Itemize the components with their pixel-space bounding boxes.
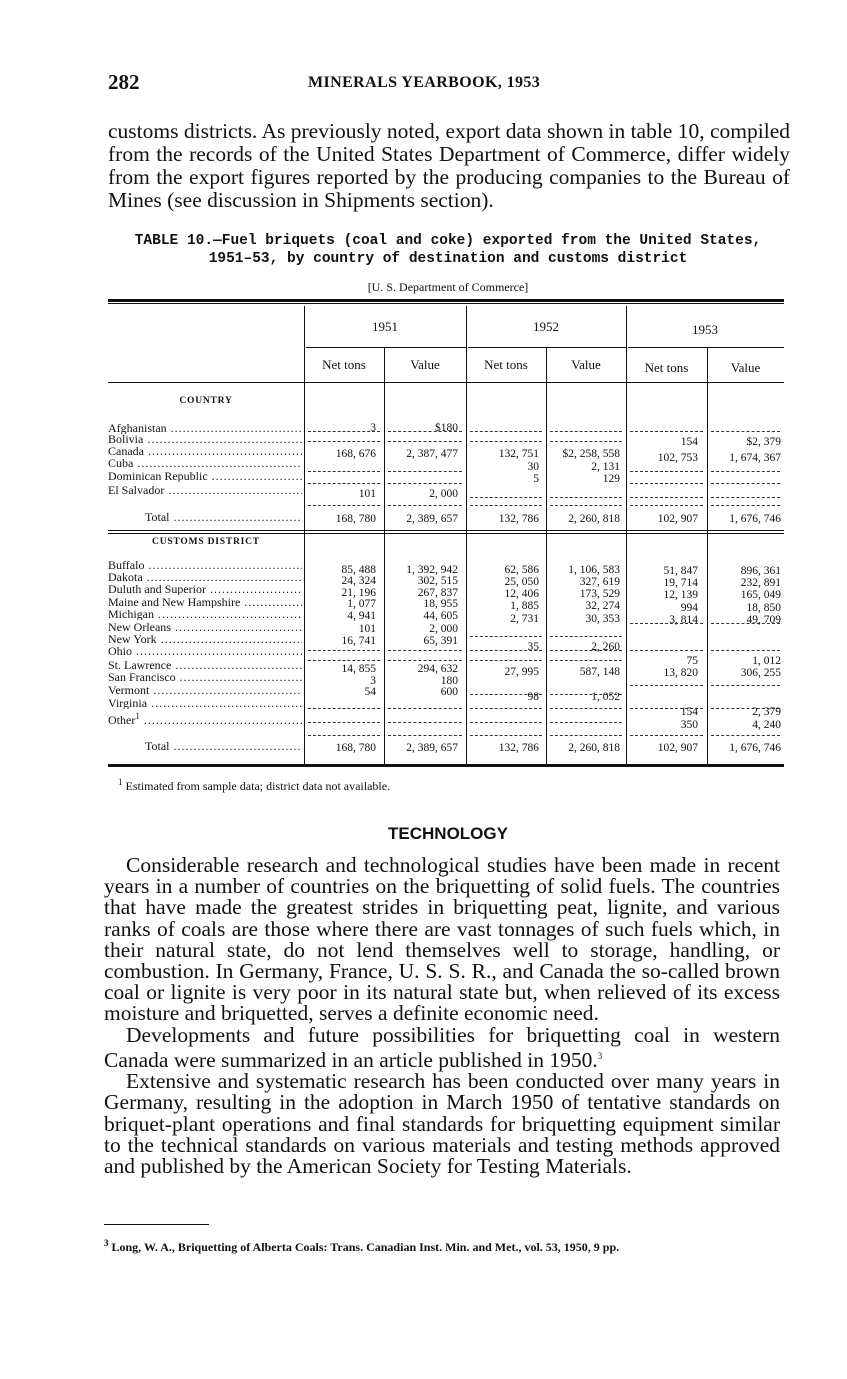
- technology-body: [104, 855, 780, 1177]
- district-cell: 4, 941: [347, 610, 376, 622]
- country-row-label: Cuba .....: [108, 458, 302, 469]
- country-cell: 101: [358, 488, 376, 500]
- table-caption-line-1: TABLE 10.—Fuel briquets (coal and coke) exported from the United States,: [134, 233, 762, 249]
- district-cell: 306, 255: [740, 667, 781, 679]
- country-cell: $180: [435, 422, 458, 434]
- district-cell: 896, 361: [740, 565, 781, 577]
- district-row-label: [108, 711, 302, 726]
- district-row-label: Dakota .....: [108, 572, 302, 583]
- district-cell: 21, 196: [341, 587, 376, 599]
- empty-cell-dash: [630, 708, 703, 709]
- empty-cell-dash: [711, 497, 780, 498]
- section-customs-district: CUSTOMS DISTRICT: [152, 537, 260, 547]
- country-row-label: Dominican Republic .....: [108, 471, 302, 482]
- subtotal-rule: [308, 735, 380, 736]
- country-total-cell: 102, 907: [657, 513, 698, 525]
- district-cell: 14, 855: [341, 663, 376, 675]
- country-cell: $2, 379: [746, 436, 781, 448]
- empty-cell-dash: [550, 636, 622, 637]
- year-header-rule: [306, 347, 466, 348]
- empty-cell-dash: [550, 708, 622, 709]
- country-cell: 102, 753: [657, 452, 698, 464]
- empty-cell-dash: [470, 722, 542, 723]
- district-cell: 294, 632: [417, 663, 458, 675]
- empty-cell-dash: [470, 650, 542, 651]
- district-row-label: Buffalo .....: [108, 560, 302, 571]
- empty-cell-dash: [630, 431, 703, 432]
- technology-paragraph-3: Extensive and systematic research has been conducted over many years in Germany, resulting in the adoption in March 1950 of tentative standards on briquet-plant operations and final standards for briquetting equipment similar to the technical standards on various materials and testing methods approved and published by the American Society for Testing Materials.: [104, 1069, 780, 1178]
- table-top-rule: [108, 299, 784, 302]
- district-cell: 101: [358, 623, 376, 635]
- section-country: COUNTRY: [179, 396, 233, 406]
- subtotal-rule: [711, 735, 780, 736]
- subtotal-rule: [550, 505, 622, 506]
- technology-footnote: [104, 1238, 784, 1255]
- district-cell: 327, 619: [579, 576, 620, 588]
- column-header-5: Value: [730, 360, 761, 375]
- district-cell: 30, 353: [585, 613, 620, 625]
- district-total-cell: 1, 676, 746: [729, 742, 781, 754]
- empty-cell-dash: [550, 694, 622, 695]
- country-cell: 2, 387, 477: [406, 448, 458, 460]
- empty-cell-dash: [711, 623, 780, 624]
- empty-cell-dash: [308, 722, 380, 723]
- country-total-cell: 132, 786: [498, 513, 539, 525]
- empty-cell-dash: [308, 708, 380, 709]
- district-cell: 2, 260: [591, 641, 620, 653]
- district-cell: 18, 955: [423, 598, 458, 610]
- empty-cell-dash: [388, 441, 462, 442]
- empty-cell-dash: [388, 471, 462, 472]
- district-total-cell: 2, 260, 818: [568, 742, 620, 754]
- technology-footnote-text: Long, W. A., Briquetting of Alberta Coals: Trans. Canadian Inst. Min. and Met., vol. 53, 1950, 9 pp.: [111, 1240, 620, 1254]
- table-column-rule: [466, 306, 467, 764]
- technology-paragraph-2-text: Developments and future possibilities for briquetting coal in western Canada were summarized in an article published in 1950.: [104, 1022, 780, 1072]
- district-total-cell: 132, 786: [498, 742, 539, 754]
- footnote-mark: 1: [135, 711, 140, 721]
- country-cell: 154: [680, 436, 698, 448]
- empty-cell-dash: [308, 441, 380, 442]
- table-column-rule: [546, 348, 547, 764]
- table-column-rule: [304, 306, 305, 764]
- district-total-cell: 102, 907: [657, 742, 698, 754]
- empty-cell-dash: [711, 471, 780, 472]
- empty-cell-dash: [550, 722, 622, 723]
- country-cell: 3: [370, 422, 376, 434]
- empty-cell-dash: [470, 497, 542, 498]
- district-cell: 19, 714: [663, 577, 698, 589]
- country-cell: 30: [527, 461, 539, 473]
- district-cell: 3, 814: [669, 614, 698, 626]
- district-cell: 1, 012: [752, 655, 781, 667]
- country-row-label: Afghanistan .....: [108, 423, 302, 434]
- district-cell: 302, 515: [417, 575, 458, 587]
- district-row-label: Michigan .....: [108, 609, 302, 620]
- empty-cell-dash: [470, 660, 542, 661]
- district-cell: 1, 052: [591, 691, 620, 703]
- district-row-label: Maine and New Hampshire .....: [108, 597, 302, 608]
- district-cell: 27, 995: [504, 666, 539, 678]
- country-total-cell: 2, 389, 657: [406, 513, 458, 525]
- empty-cell-dash: [550, 650, 622, 651]
- district-cell: 154: [680, 706, 698, 718]
- column-header-4: Net tons: [644, 360, 689, 375]
- empty-cell-dash: [550, 431, 622, 432]
- district-row-label: New York .....: [108, 634, 302, 645]
- district-cell: 1, 077: [347, 598, 376, 610]
- district-cell: 173, 529: [579, 588, 620, 600]
- total-rule-1: [108, 530, 784, 531]
- empty-cell-dash: [630, 685, 703, 686]
- table-column-rule: [384, 348, 385, 764]
- empty-cell-dash: [630, 497, 703, 498]
- district-cell: 600: [440, 686, 458, 698]
- district-cell: 587, 148: [579, 666, 620, 678]
- subtotal-rule: [470, 505, 542, 506]
- footnote-rule: [104, 1224, 209, 1225]
- column-header-1: Value: [410, 357, 440, 372]
- country-cell: 1, 674, 367: [729, 452, 781, 464]
- column-header-0: Net tons: [322, 357, 366, 372]
- empty-cell-dash: [711, 708, 780, 709]
- district-row-label: Duluth and Superior .....: [108, 584, 302, 595]
- district-cell: 994: [680, 602, 698, 614]
- year-header-1951: 1951: [372, 319, 398, 334]
- country-total-label: Total .....: [145, 510, 302, 525]
- table-footnote-mark: 1: [118, 777, 123, 787]
- district-cell: 25, 050: [504, 576, 539, 588]
- district-cell: 1, 392, 942: [406, 564, 458, 576]
- district-row-label: St. Lawrence .....: [108, 660, 302, 671]
- district-cell: 85, 488: [341, 564, 376, 576]
- total-rule-2: [108, 533, 784, 534]
- district-cell: 232, 891: [740, 577, 781, 589]
- empty-cell-dash: [470, 694, 542, 695]
- subtotal-rule: [630, 505, 703, 506]
- district-cell: 32, 274: [585, 600, 620, 612]
- column-header-3: Value: [571, 357, 601, 372]
- empty-cell-dash: [711, 685, 780, 686]
- district-cell: 18, 850: [746, 602, 781, 614]
- country-cell: 168, 676: [335, 448, 376, 460]
- empty-cell-dash: [308, 471, 380, 472]
- table-footnote-text: Estimated from sample data; district data not available.: [125, 779, 391, 793]
- empty-cell-dash: [308, 660, 380, 661]
- table-column-rule: [707, 348, 708, 764]
- district-row-label: Virginia .....: [108, 698, 302, 709]
- technology-heading: TECHNOLOGY: [388, 824, 508, 843]
- running-title: MINERALS YEARBOOK, 1953: [308, 74, 541, 91]
- empty-cell-dash: [630, 483, 703, 484]
- district-cell: 12, 406: [504, 588, 539, 600]
- country-total-cell: 168, 780: [335, 513, 376, 525]
- district-cell: 2, 731: [510, 613, 539, 625]
- empty-cell-dash: [388, 660, 462, 661]
- empty-cell-dash: [470, 441, 542, 442]
- empty-cell-dash: [470, 636, 542, 637]
- empty-cell-dash: [470, 431, 542, 432]
- district-cell: 62, 586: [504, 564, 539, 576]
- subtotal-rule: [550, 735, 622, 736]
- table-footnote: [118, 777, 390, 794]
- empty-cell-dash: [630, 623, 703, 624]
- district-row-label: Ohio .....: [108, 646, 302, 657]
- district-cell: 65, 391: [423, 635, 458, 647]
- country-cell: 132, 751: [498, 448, 539, 460]
- empty-cell-dash: [308, 431, 380, 432]
- country-total-cell: 1, 676, 746: [729, 513, 781, 525]
- subtotal-rule: [470, 735, 542, 736]
- district-row-label-text: Other: [108, 713, 136, 726]
- page-header: [108, 70, 788, 98]
- district-cell: 165, 049: [740, 589, 781, 601]
- empty-cell-dash: [711, 483, 780, 484]
- table-source: [U. S. Department of Commerce]: [367, 280, 529, 294]
- technology-paragraph-1: Considerable research and technological studies have been made in recent years in a number of countries on the briquetting of solid fuels. The countries that have made the greatest strides in briquetting peat, lignite, and various ranks of coals are those where there are vast tonnages of such fuels which, in their natural state, do not lend themselves well to storage, handling, or combustion. In Germany, France, U. S. S. R., and Canada the so-called brown coal or lignite is very poor in its natural state but, when relieved of its excess moisture and briquetted, serves a definite economic need.: [104, 853, 780, 1026]
- technology-footnote-mark: 3: [104, 1238, 109, 1248]
- year-header-rule: [468, 347, 626, 348]
- empty-cell-dash: [550, 660, 622, 661]
- district-cell: 2, 379: [752, 706, 781, 718]
- district-cell: 35: [527, 641, 539, 653]
- district-cell: 16, 741: [341, 635, 376, 647]
- country-cell: $2, 258, 558: [562, 448, 620, 460]
- empty-cell-dash: [550, 497, 622, 498]
- empty-cell-dash: [711, 431, 780, 432]
- district-cell: 4, 240: [752, 719, 781, 731]
- country-total-cell: 2, 260, 818: [568, 513, 620, 525]
- header-bottom-rule: [108, 382, 784, 383]
- table-bottom-rule: [108, 764, 784, 767]
- empty-cell-dash: [630, 650, 703, 651]
- subtotal-rule: [630, 735, 703, 736]
- empty-cell-dash: [550, 441, 622, 442]
- empty-cell-dash: [308, 483, 380, 484]
- empty-cell-dash: [388, 483, 462, 484]
- empty-cell-dash: [711, 650, 780, 651]
- country-row-label: Canada .....: [108, 446, 302, 457]
- district-row-label: New Orleans .....: [108, 622, 302, 633]
- country-cell: 129: [602, 473, 620, 485]
- district-cell: 2, 000: [429, 623, 458, 635]
- district-row-label: Vermont .....: [108, 685, 302, 696]
- technology-paragraph-2: [104, 1022, 780, 1072]
- column-header-2: Net tons: [484, 357, 528, 372]
- empty-cell-dash: [388, 650, 462, 651]
- page-number: 282: [108, 70, 140, 94]
- country-cell: 5: [533, 473, 539, 485]
- country-row-label: El Salvador .....: [108, 485, 302, 496]
- district-cell: 1, 885: [510, 600, 539, 612]
- country-row-label: Bolivia .....: [108, 434, 302, 445]
- district-cell: 75: [686, 655, 698, 667]
- country-cell: 2, 131: [591, 461, 620, 473]
- reference-mark: 3: [597, 1050, 603, 1061]
- district-cell: 12, 139: [663, 589, 698, 601]
- empty-cell-dash: [388, 708, 462, 709]
- district-cell: 98: [527, 691, 539, 703]
- empty-cell-dash: [388, 722, 462, 723]
- district-cell: 44, 605: [423, 610, 458, 622]
- empty-cell-dash: [388, 431, 462, 432]
- subtotal-rule: [711, 505, 780, 506]
- district-cell: 13, 820: [663, 667, 698, 679]
- district-cell: 3: [370, 675, 376, 687]
- district-total-label: Total .....: [145, 739, 302, 754]
- district-cell: 350: [680, 719, 698, 731]
- subtotal-rule: [308, 505, 380, 506]
- table-top-rule-2: [108, 303, 784, 304]
- empty-cell-dash: [470, 708, 542, 709]
- district-cell: 180: [440, 675, 458, 687]
- district-cell: 54: [364, 686, 376, 698]
- district-cell: 1, 106, 583: [568, 564, 620, 576]
- district-cell: 267, 837: [417, 587, 458, 599]
- district-total-cell: 168, 780: [335, 742, 376, 754]
- district-cell: 49, 709: [746, 614, 781, 626]
- table-caption: [108, 232, 788, 268]
- country-cell: 2, 000: [429, 488, 458, 500]
- table-caption-line-2: 1951–53, by country of destination and customs district: [208, 251, 688, 267]
- year-header-rule: [628, 347, 784, 348]
- empty-cell-dash: [308, 650, 380, 651]
- subtotal-rule: [388, 505, 462, 506]
- intro-paragraph: customs districts. As previously noted, export data shown in table 10, compiled from the records of the United States Department of Commerce, differ widely from the export figures reported by the producing companies to the Bureau of Mines (see discussion in Shipments section).: [108, 119, 790, 212]
- year-header-1953: 1953: [692, 322, 718, 337]
- district-cell: 24, 324: [341, 575, 376, 587]
- subtotal-rule: [388, 735, 462, 736]
- empty-cell-dash: [630, 471, 703, 472]
- year-header-1952: 1952: [533, 319, 559, 334]
- district-row-label: San Francisco .....: [108, 672, 302, 683]
- district-total-cell: 2, 389, 657: [406, 742, 458, 754]
- district-cell: 51, 847: [663, 565, 698, 577]
